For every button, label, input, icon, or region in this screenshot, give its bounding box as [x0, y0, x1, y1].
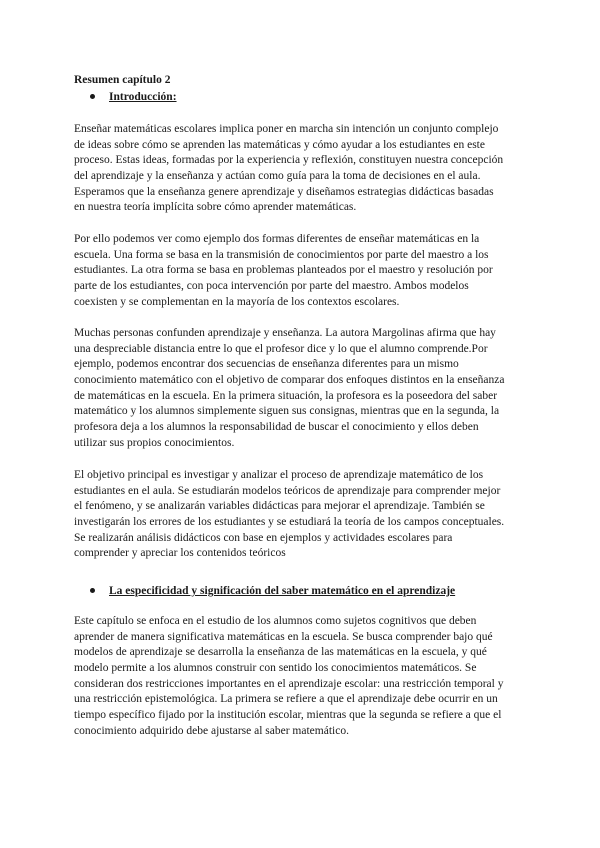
paragraph	[74, 614, 532, 740]
paragraph-line: profesora deja a los alumnos la responsabilidad de buscar el conocimiento y ellos deben	[74, 421, 479, 434]
document-title: Resumen capítulo 2	[74, 74, 171, 86]
paragraph-line: investigarán los errores de los estudiantes y se estudiará la teoría de los campos conceptuales.	[74, 516, 505, 529]
paragraph-line: El objetivo principal es investigar y analizar el proceso de aprendizaje matemático de los	[74, 469, 484, 481]
paragraph-line: en nuestra teoría implícita sobre cómo aprender matemáticas.	[74, 201, 357, 214]
paragraph-line: matemático y los alumnos simplemente siguen sus consignas, mientras que en la segunda, la	[74, 405, 500, 418]
paragraph-line: aprender de manera significativa matemáticas en la escuela. Se busca comprender bajo qué	[74, 630, 493, 643]
paragraph-line: Este capítulo se enfoca en el estudio de los alumnos como sujetos cognitivos que deben	[74, 615, 477, 627]
paragraph-line: modelo permite a los alumnos construir con sentido los conocimientos matemáticos. Se	[74, 662, 477, 675]
paragraph-line: parte de los estudiantes, con poca intervención por parte del maestro. Ambos modelos	[74, 280, 469, 293]
paragraph-line: del aprendizaje y la enseñanza y actúan como guía para la toma de decisiones en el aula.	[74, 170, 481, 183]
paragraph	[74, 232, 532, 310]
paragraph	[74, 122, 532, 216]
paragraph-line: una despreciable distancia entre lo que el profesor dice y lo que el alumno comprende.Por	[74, 342, 488, 355]
paragraph-line: Se realizarán análisis didácticos con base en ejemplos y actividades escolares para	[74, 531, 453, 544]
paragraph-line: Por ello podemos ver como ejemplo dos formas diferentes de enseñar matemáticas en la	[74, 233, 480, 245]
paragraph-line: el fenómeno, y se analizarán variables didácticas para mejorar el aprendizaje. También se	[74, 500, 485, 513]
paragraph-line: coexisten y se complementan en la mayoría de los contextos escolares.	[74, 295, 400, 308]
paragraph-line: modelos de aprendizaje se desarrolla la enseñanza de las matemáticas en la escuela, y qué	[74, 646, 487, 659]
paragraph-line: ejemplo, podemos encontrar dos secuencias de enseñanza diferentes para un mismo	[74, 358, 459, 371]
section-heading: La especificidad y significación del saber matemático en el aprendizaje	[109, 585, 456, 597]
paragraph-line: escuela. Una forma se basa en la transmisión de conocimientos por parte del maestro a los	[74, 248, 489, 261]
paragraph-line: una restricción epistemológica. La primera se refiere a que el aprendizaje debe ocurrir en un	[74, 693, 498, 706]
paragraph-line: conocimiento matemático con el objetivo de comparar dos enfoques distintos en la enseñanza	[74, 374, 505, 387]
paragraph-line: tiempo específico fijado por la institución escolar, mientras que la segunda se refiere a que el	[74, 709, 502, 722]
paragraph-line: conocimiento adquirido debe ajustarse al saber matemático.	[74, 724, 349, 737]
section-heading-row	[90, 90, 177, 104]
paragraph-line: estudiantes. La otra forma se basa en problemas planteados por el maestro y resolución por	[74, 264, 493, 277]
bullet-icon	[90, 588, 95, 593]
paragraph-line: de matemáticas en la escuela. En la primera situación, la profesora es la poseedora del saber	[74, 389, 498, 402]
section-heading: Introducción:	[109, 91, 177, 103]
paragraph-line: Muchas personas confunden aprendizaje y enseñanza. La autora Margolinas afirma que hay	[74, 327, 496, 339]
paragraph-line: estudiantes en el aula. Se estudiarán modelos teóricos de aprendizaje para comprender mejor	[74, 484, 501, 497]
paragraph-line: comprender y apreciar los contenidos teóricos	[74, 547, 286, 560]
paragraph-line: Enseñar matemáticas escolares implica poner en marcha sin intención un conjunto complejo	[74, 123, 499, 135]
paragraph	[74, 326, 532, 452]
paragraph-line: consideran dos restricciones importantes en el aprendizaje escolar: una restricción temporal y	[74, 677, 504, 690]
paragraph	[74, 468, 532, 562]
paragraph-line: utilizar sus propios conocimientos.	[74, 436, 235, 449]
paragraph-line: Esperamos que la enseñanza genere aprendizaje y diseñamos estrategias didácticas basadas	[74, 185, 494, 198]
paragraph-line: de ideas sobre cómo se aprenden las matemáticas y cómo ayudar a los estudiantes en este	[74, 138, 485, 151]
bullet-icon	[90, 94, 95, 99]
section-heading-row	[90, 584, 455, 598]
paragraph-line: proceso. Estas ideas, formadas por la experiencia y reflexión, constituyen nuestra concepción	[74, 154, 504, 167]
